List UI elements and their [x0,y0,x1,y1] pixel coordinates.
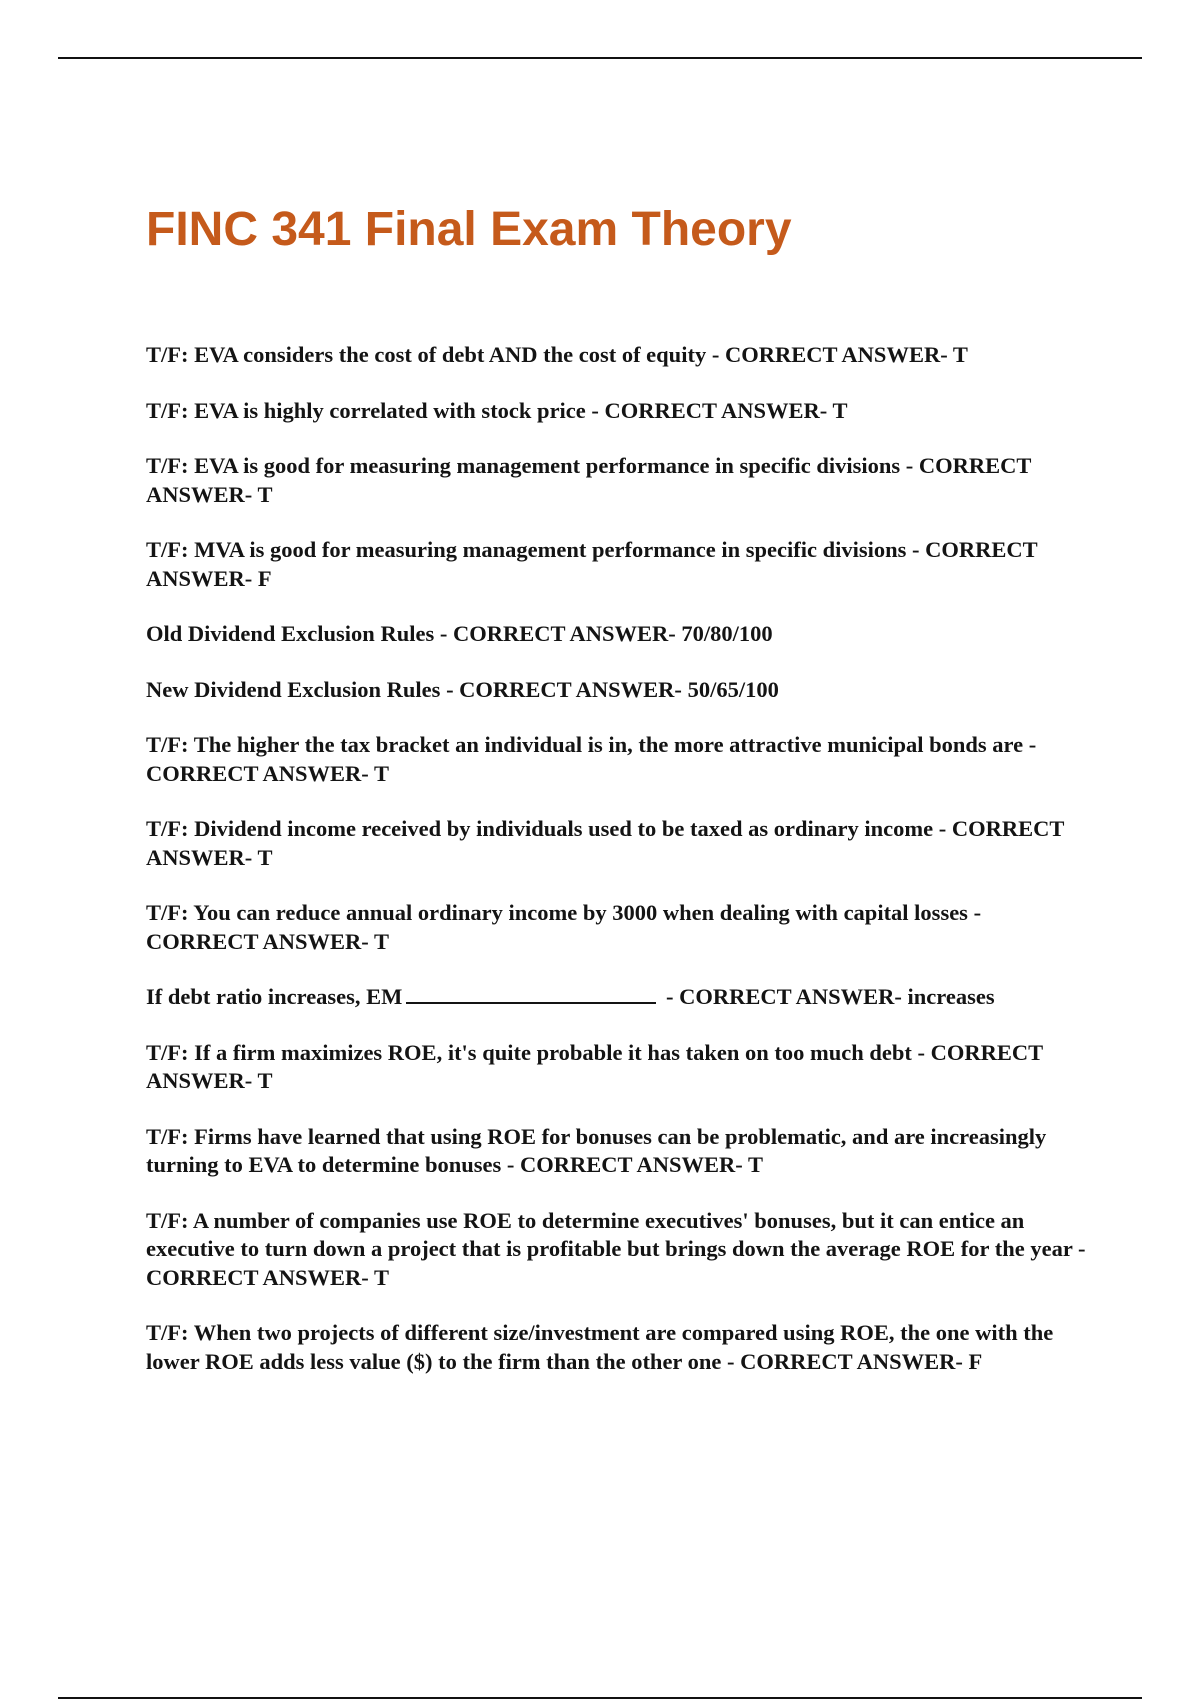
question-text: T/F: When two projects of different size/investment are compared using ROE, the one with the lower ROE adds less value ($) to the firm than the other one [146,1320,1054,1374]
question-text: New Dividend Exclusion Rules [146,676,441,702]
answer-text: T [373,1264,389,1290]
qa-list [146,341,1096,1403]
answer-prefix: - CORRECT ANSWER- [146,900,982,954]
answer-text: T [373,928,389,954]
question-text: T/F: EVA is good for measuring management performance in specific divisions [146,453,901,478]
question-text: T/F: EVA is highly correlated with stock price [146,397,586,423]
answer-text: T [257,844,273,870]
qa-item [146,815,1096,872]
answer-text: increases [907,984,995,1009]
answer-prefix: - CORRECT ANSWER- [440,676,688,702]
qa-item [146,397,1096,426]
answer-prefix: - CORRECT ANSWER- [434,621,682,646]
qa-item [146,620,1096,649]
answer-prefix: - CORRECT ANSWER- [146,732,1037,786]
answer-prefix: - CORRECT ANSWER- [146,1236,1086,1290]
qa-item [146,1207,1096,1293]
question-text: T/F: A number of companies use ROE to determine executives' bonuses, but it can entice an executive to turn down a project that is profitable but brings down the average ROE for the year [146,1207,1073,1261]
question-text: T/F: Firms have learned that using ROE for bonuses can be problematic, and are increasingly turning to EVA to determine bonuses [146,1123,1047,1177]
document-title: FINC 341 Final Exam Theory [146,203,792,256]
answer-text: F [257,565,272,591]
answer-text: T [952,342,968,367]
answer-text: T [373,760,389,786]
answer-prefix: - CORRECT ANSWER- [706,342,953,367]
qa-item [146,676,1096,705]
qa-item [146,452,1096,509]
top-rule [58,57,1142,59]
qa-item [146,1039,1096,1096]
answer-prefix: - CORRECT ANSWER- [146,453,1032,507]
qa-item [146,899,1096,956]
answer-text: T [257,1068,273,1093]
qa-item [146,983,1096,1012]
question-text: If debt ratio increases, EM [146,984,403,1009]
answer-text: 70/80/100 [681,621,773,646]
question-text: T/F: You can reduce annual ordinary income by 3000 when dealing with capital losses [146,900,968,925]
qa-item [146,731,1096,788]
answer-text: 50/65/100 [687,676,779,702]
question-text: Old Dividend Exclusion Rules [146,621,435,646]
answer-text: T [832,397,848,423]
answer-prefix: - CORRECT ANSWER- [660,984,908,1009]
bottom-rule [58,1697,1142,1699]
answer-prefix: - CORRECT ANSWER- [146,537,1038,591]
answer-prefix: - CORRECT ANSWER- [146,1039,1043,1093]
question-text: T/F: MVA is good for measuring management performance in specific divisions [146,537,907,562]
qa-item [146,341,1096,370]
answer-text: T [747,1152,763,1177]
qa-item [146,536,1096,593]
answer-prefix: - CORRECT ANSWER- [146,816,1064,870]
question-text: T/F: If a firm maximizes ROE, it's quite probable it has taken on too much debt [146,1039,912,1065]
answer-prefix: - CORRECT ANSWER- [721,1348,969,1374]
question-text: T/F: EVA considers the cost of debt AND the cost of equity [146,342,707,367]
qa-item [146,1319,1096,1376]
answer-prefix: - CORRECT ANSWER- [585,397,833,423]
answer-prefix: - CORRECT ANSWER- [501,1152,748,1177]
answer-text: T [257,481,273,507]
question-text: T/F: The higher the tax bracket an individual is in, the more attractive municipal bonds are [146,732,1024,757]
qa-item [146,1123,1096,1180]
question-text: T/F: Dividend income received by individuals used to be taxed as ordinary income [146,816,934,841]
answer-text: F [968,1348,983,1374]
fill-in-blank [406,984,656,1004]
